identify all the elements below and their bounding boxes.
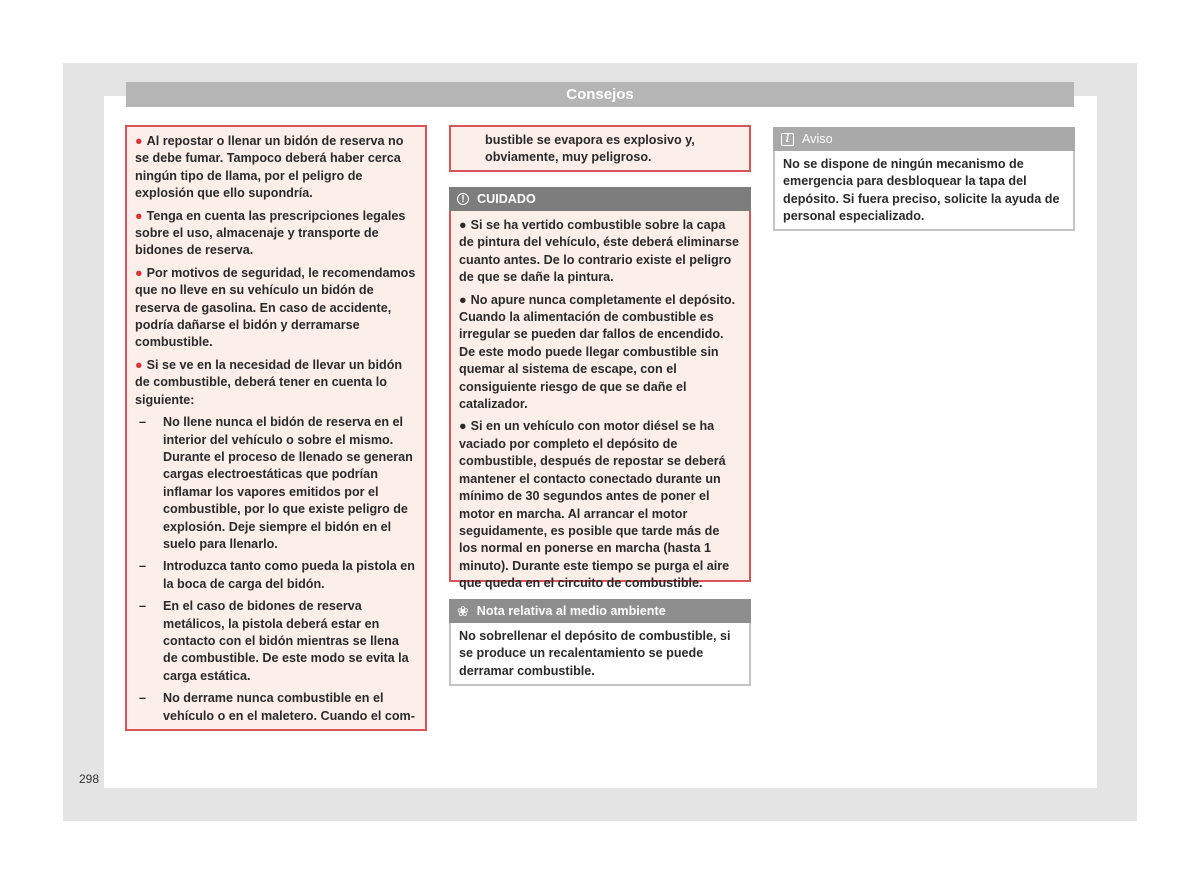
bullet-icon: ● <box>459 218 467 232</box>
safety-tips-box <box>125 125 427 731</box>
caution-item: ● No apure nunca completamente el depósito. Cuando la alimentación de combustible es irregular se pueden dar fallos de encendido. De este modo puede llegar combustible sin quemar al sistema de escape, con el consiguiente riesgo de que se dañe el catalizador. <box>459 292 736 412</box>
environment-note-text: No sobrellenar el depósito de combustible, si se produce un recalentamiento se puede derramar combustible. <box>459 629 731 678</box>
tip-item: ● Por motivos de seguridad, le recomendamos que no lleve en su vehículo un bidón de reserva de gasolina. En caso de accidente, podría dañarse el bidón y derramarse combustible. <box>135 265 416 350</box>
continuation-box <box>449 125 751 172</box>
section-header: Consejos <box>126 82 1074 107</box>
info-icon: i <box>781 133 794 146</box>
environment-note-title: Nota relativa al medio ambiente <box>476 604 666 618</box>
caution-title: CUIDADO <box>477 192 536 206</box>
bullet-icon: ● <box>135 208 143 223</box>
notice-text: No se dispone de ningún mecanismo de emergencia para desbloquear la tapa del depósito. Si fuera preciso, solicite la ayuda de personal especializado. <box>783 157 1060 224</box>
environment-note-box <box>449 599 751 686</box>
caution-box <box>449 187 751 591</box>
bullet-icon: ● <box>135 357 143 372</box>
caution-header <box>449 187 751 211</box>
notice-header <box>773 127 1075 151</box>
tip-item: ● Tenga en cuenta las prescripciones legales sobre el uso, almacenaje y transporte de bidones de reserva. <box>135 208 406 258</box>
page-number: 298 <box>79 772 100 786</box>
bullet-icon: ● <box>135 134 143 148</box>
sub-tip-item: – Introduzca tanto como pueda la pistola en la boca de carga del bidón. <box>135 558 417 593</box>
sub-tip-item: – No derrame nunca combustible en el vehículo o en el maletero. Cuando el com- <box>135 690 417 725</box>
tip-item: ● Si se ve en la necesidad de llevar un bidón de combustible, deberá tener en cuenta lo siguiente: <box>135 357 403 407</box>
sub-tip-item: – No llene nunca el bidón de reserva en el interior del vehículo o sobre el mismo. Durante el proceso de llenado se generan cargas electroestáticas que podrían inflamar los vapores emitidos por el combustible, por lo que existe peligro de explosión. Deje siempre el bidón en el suelo para llenarlo. <box>135 414 417 553</box>
exclamation-circle-icon: ! <box>457 193 469 205</box>
bullet-icon: ● <box>459 292 467 307</box>
caution-item: ● Si en un vehículo con motor diésel se ha vaciado por completo el depósito de combustible, después de repostar se deberá mantener el contacto conectado durante un mínimo de 30 segundos antes de poner el motor en marcha. Al arrancar el motor seguidamente, es posible que tarde más de los normal en ponerse en marcha (hasta 1 minuto). Durante este tiempo se purga el aire que queda en el circuito de combustible. <box>459 419 730 591</box>
dash-icon: – <box>139 415 147 430</box>
notice-title: Aviso <box>802 132 833 146</box>
dash-icon: – <box>139 691 147 706</box>
environment-note-header <box>449 599 751 623</box>
continuation-text: bustible se evapora es explosivo y, obviamente, muy peligroso. <box>485 133 695 165</box>
dash-icon: – <box>139 559 147 574</box>
bullet-icon: ● <box>459 419 467 434</box>
flower-icon: ❀ <box>457 603 469 619</box>
bullet-icon: ● <box>135 265 143 280</box>
caution-item: ● Si se ha vertido combustible sobre la capa de pintura del vehículo, éste deberá eliminarse cuanto antes. De lo contrario existe el peligro de que se dañe la pintura. <box>459 218 739 285</box>
tip-item: ● Al repostar o llenar un bidón de reserva no se debe fumar. Tampoco deberá haber cerca ningún tipo de llama, por el peligro de explosión que ello supondría. <box>135 134 404 201</box>
sub-tip-item: – En el caso de bidones de reserva metálicos, la pistola deberá estar en contacto con el bidón mientras se llena de combustible. De este modo se evita la carga estática. <box>135 598 417 685</box>
dash-icon: – <box>139 599 147 614</box>
notice-box <box>773 127 1075 231</box>
